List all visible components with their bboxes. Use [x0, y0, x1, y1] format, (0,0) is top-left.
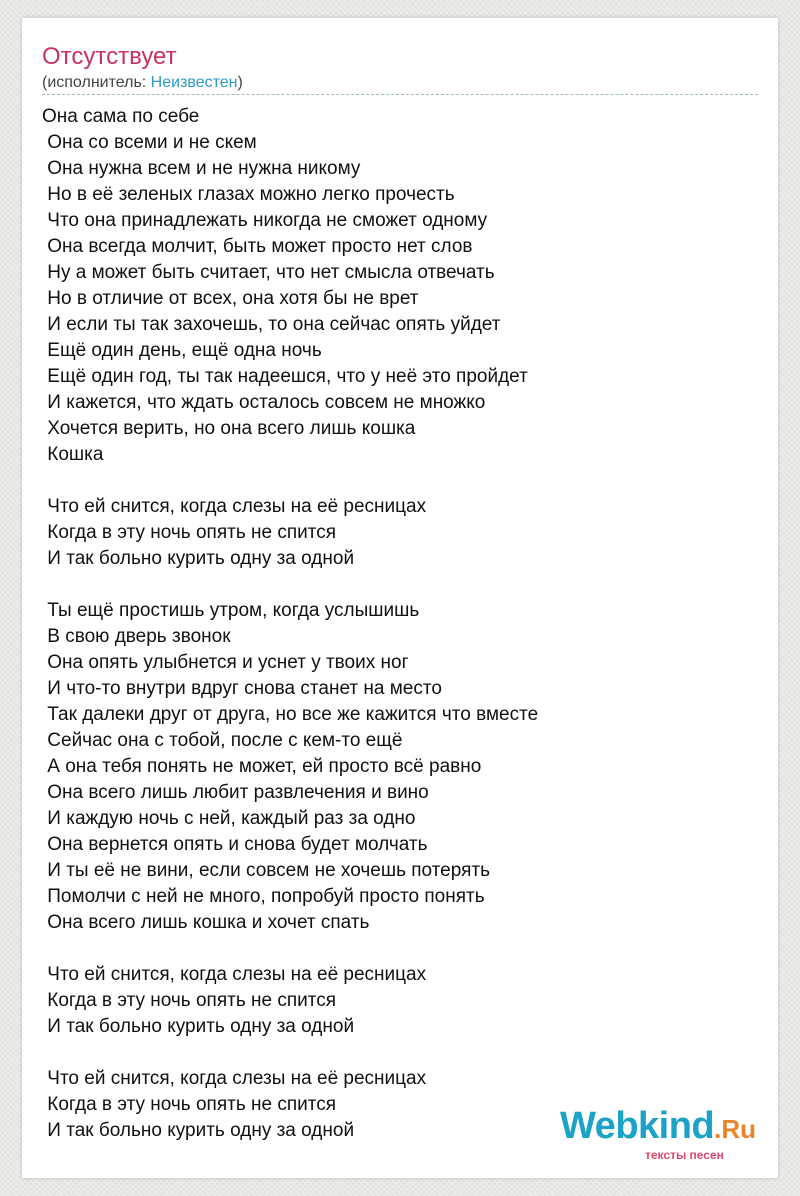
lyric-line: Она сама по себе [42, 106, 200, 127]
artist-suffix: ) [237, 74, 243, 91]
lyric-line: А она тебя понять не может, ей просто всё равно [42, 756, 482, 777]
lyrics-card [22, 18, 778, 1178]
artist-link[interactable]: Неизвестен [150, 74, 238, 91]
lyric-line: Она опять улыбнется и уснет у твоих ног [42, 652, 409, 673]
lyric-line: Она всегда молчит, быть может просто нет слов [42, 236, 473, 257]
logo-main-text: Webkind [560, 1105, 715, 1147]
lyric-line: Когда в эту ночь опять не спится [42, 1094, 337, 1115]
lyric-line: Она всего лишь кошка и хочет спать [42, 912, 370, 933]
lyric-line: И так больно курить одну за одной [42, 1120, 355, 1141]
lyric-line: Хочется верить, но она всего лишь кошка [42, 418, 416, 439]
lyric-line: Она всего лишь любит развлечения и вино [42, 782, 429, 803]
title-divider [42, 94, 758, 95]
lyric-blank-line [42, 468, 538, 494]
lyric-line: Ну а может быть считает, что нет смысла отвечать [42, 262, 495, 283]
lyric-line: Что она принадлежать никогда не сможет одному [42, 210, 488, 231]
site-logo[interactable] [560, 1107, 756, 1145]
lyric-blank-line [42, 936, 538, 962]
lyric-line: И если ты так захочешь, то она сейчас опять уйдет [42, 314, 501, 335]
lyric-line: Она нужна всем и не нужна никому [42, 158, 361, 179]
lyric-line: Ещё один день, ещё одна ночь [42, 340, 322, 361]
logo-suffix: .Ru [714, 1114, 757, 1144]
lyric-line: Сейчас она с тобой, после с кем-то ещё [42, 730, 403, 751]
lyric-line: Но в отличие от всех, она хотя бы не врет [42, 288, 419, 309]
lyric-line: И кажется, что ждать осталось совсем не множко [42, 392, 486, 413]
lyric-line: Она вернется опять и снова будет молчать [42, 834, 428, 855]
lyric-line: Помолчи с ней не много, попробуй просто понять [42, 886, 485, 907]
lyric-line: Что ей снится, когда слезы на её ресницах [42, 964, 427, 985]
lyrics-text [42, 104, 538, 1144]
lyric-line: Ещё один год, ты так надеешся, что у неё это пройдет [42, 366, 528, 387]
logo-tagline: тексты песен [645, 1148, 724, 1162]
song-title: Отсутствует [42, 43, 177, 70]
lyric-blank-line [42, 572, 538, 598]
lyric-line: И так больно курить одну за одной [42, 1016, 355, 1037]
lyric-line: Кошка [42, 444, 104, 465]
lyric-line: И так больно курить одну за одной [42, 548, 355, 569]
lyric-line: И что-то внутри вдруг снова станет на место [42, 678, 442, 699]
lyric-line: В свою дверь звонок [42, 626, 231, 647]
lyric-line: Когда в эту ночь опять не спится [42, 990, 337, 1011]
lyric-blank-line [42, 1040, 538, 1066]
lyric-line: Что ей снится, когда слезы на её ресницах [42, 1068, 427, 1089]
artist-prefix: (исполнитель: [42, 74, 151, 91]
lyric-line: Что ей снится, когда слезы на её ресницах [42, 496, 427, 517]
lyric-line: Но в её зеленых глазах можно легко прочесть [42, 184, 455, 205]
lyric-line: Ты ещё простишь утром, когда услышишь [42, 600, 420, 621]
lyric-line: Так далеки друг от друга, но все же кажится что вместе [42, 704, 539, 725]
artist-line [42, 73, 243, 93]
lyric-line: И ты её не вини, если совсем не хочешь потерять [42, 860, 490, 881]
lyric-line: Она со всеми и не скем [42, 132, 257, 153]
lyric-line: Когда в эту ночь опять не спится [42, 522, 337, 543]
lyric-line: И каждую ночь с ней, каждый раз за одно [42, 808, 416, 829]
